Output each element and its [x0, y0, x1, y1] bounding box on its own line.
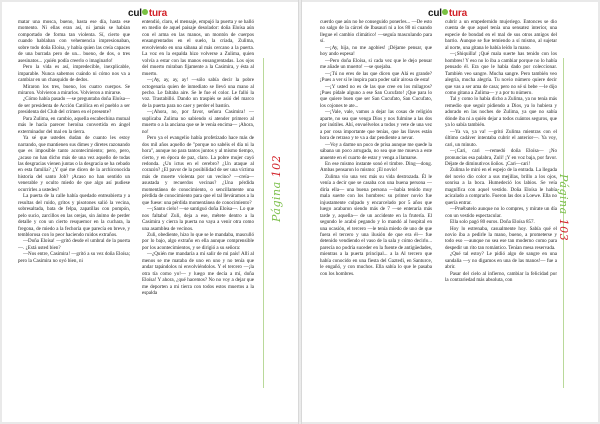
paragraph: Para Zulima, en cambio, aquella escabechina mutual más le hacía parecer heroína convertida en ángel exterminador del mal en la tierra. [18, 115, 130, 135]
paragraph: —Nos entre, Casimira! —gritó a su vez doña Eloísa; pero la Casimira no oyó bien, ni [18, 251, 130, 264]
paragraph: En ese mismo instante sonó el timbre. Ding—dong. Ambas pensaron lo mismo: ¡El novio! [320, 160, 432, 174]
page-side-rule [263, 58, 264, 388]
paragraph: —¡Tú no eres de las que dicen que Alá es grande? ¡Pues a ver si le inspira para poder salir airosa de esta! [320, 70, 432, 84]
paragraph: La puerta de la calle había quedado entreabierta y a resultas del ruido, gritos y pisotones salió la vecina, sobresaltada, bata de felpa, zapatillas con pompón, pelo sucio, zarcillos en las orejas, sin ánimo de perder detalle y con un cierto resquemor en la cuchara, la fregona, de miedo a la fechoría que parecía en breve, y temblorosa con lo peor haciendo ruidos extraños. [18, 193, 130, 238]
paragraph: matar una mosca, bueno, hasta ese día, hasta ese momento. Ni ellas eran así, ni jamás se habían comportado de forma tan violenta. Sí, cierto que cuando hablaban con vehemencia impresionaban, sobre todo doña Eloísa, y había quien las creía capaces de una burrada pero de un... bueno, de dos, o tres asesinatos... ¡quién podía creerlo o imaginarlo! [18, 19, 130, 64]
logo-text-pre: cul [128, 8, 142, 19]
paragraph: —¡Y usted no es de las que cree en los milagros? ¡Pues pídale alguno a ese San Cucufato! ¡Que para lo que quiere buen que ser San Cucufato, San Cucufato, los cojones te ate... [320, 83, 432, 109]
paragraph: —¡Shiquilla! ¡Qué mala suerte has tenido con los hombres! Y eso no lo iba a cambiar porque no lo había pensado él. Era que le había dado por coleccionar. También veo sangre. Mucha sangre. Pero también veo alegría, mucha alegría. Tu novio número quiere decir que vas a ser ama de casa; pero no sé si bebe —le dijo como gitana a Zulima— y a por tu número. [445, 51, 557, 96]
left-column-1 [18, 19, 130, 417]
magazine-logo [128, 8, 167, 19]
magazine-logo [428, 8, 467, 19]
paragraph: —Pruébatelo aunque no lo compres, y mírate un día con un vestido espectacular. [445, 206, 557, 219]
paragraph: —¡Vale, vale, vamos a dejar las cosas de religión aparte, no sea que venga Dios y nos fulmine a las dos por inútiles. Ahí, envuélvelos a todos y vete de una vez a por cosa importante que tenías, que las llaves están hora de retraso y te va a dar pendiente a nevar. [320, 109, 432, 142]
paragraph: Tal y como lo había dicho a Zulima, ya no tenía más remedio que seguir pidiendo a Dios, ya lo hubiera y adorado en las noches de Zulima, ya que no sabía dónde iba ni a quién dejar a todos cuántos seguros, que ya lo sabía también. [445, 96, 557, 129]
page-number: 103 [557, 218, 570, 242]
paragraph: Miraron los tres, bueno, los cuatro cuerpos. Se miraron. Volvieron a mirarlos. Volvieron a mirarse. [18, 83, 130, 96]
paragraph: Pero la vida es así, impredecible, inexplicable, imparable. Nunca sabemos cuándo ni cómo nos va a cambiar en un chasquido de dedos. [18, 64, 130, 84]
paragraph: —¡Ay, ay, ay, ay! —sólo sabía decir la pobre octogenaria quien de inmediato se llevó una mano al pecho. Le faltaba aire. Se le fue el color. Le falló la voz. Trastabilló. Dando un traspiés se asió del marco de la puerta para no caer y perder el bastón. [142, 77, 254, 109]
page-word: Página [557, 174, 570, 215]
paragraph: ¿Cómo había pasado —se preguntaba doña Eloísa— de ser presidenta de Acción Católica en el pueblo a ser presidenta del Club del crimen en el presente? [18, 96, 130, 116]
right-page [302, 2, 598, 422]
paragraph: —¡Ay, hija, no me agobies! ¡Déjame pensar, que hoy ando espesa! [320, 44, 432, 58]
left-column-2 [142, 19, 254, 417]
paragraph: Hoy lo estrenaba, casualmente hoy. Sabía qué el novio iba a pedirle la mano, bueno, a prometerse y todo eso —aunque no sea ese tan moderno como para despedir un rito tan romántico. Tenían mesa reservada. [445, 225, 557, 251]
page-number-label [557, 174, 570, 241]
logo-dot-icon [442, 9, 448, 15]
paragraph: —¿Quién me mandaría a mí salir de mi país! Allí al menos se me mataba de uno en uno y no tenía que andar tapándolos ni envolviéndolos. Y el tercero —¡la otra tía como yo!— y luego me decía a mí, doña Eloísa! Y ahora, ¿qué hacemos? No no voy a dejar que me deporten a mi tierra con todos estos muertos a la espalda [142, 251, 254, 297]
logo-text-pre: cul [428, 8, 442, 19]
page-number: 102 [270, 154, 283, 178]
paragraph: —Ya va, ya va! —gritó Zulima mientras con el último cadáver intentaba cubrir el anterior—. Ya voy, cari, un minuto. [445, 128, 557, 148]
paragraph: Zuli, obediente, hizo lo que se le mandaba, masculló por lo bajo, algo extraño en ella aunque comprensible por los acontecimientos, y se dirigió a su señora: [142, 231, 254, 251]
paragraph: —Pero doña Eloísa, si cada vez que le dejo pensar me añade un muerto! —se quejaba. [320, 57, 432, 71]
paragraph: —¡Cari, cari —remedó doña Eloísa— ¡No pronuncias esa palabra, Zuli! ¡Y en voz baja, por favor. Déjate de diminutivos ñoños. ¡Cari—cari! [445, 148, 557, 167]
paragraph: ¿Qué tal estoy? Le pidió algo de sangre en una sandalia —y no digamos en una de las manos!— fue a abrir. [445, 251, 557, 271]
paragraph: —¡Ahora, no, por favor, señora Casimira! —suplicaba Zulima no sabiendo si atender primero al muerto o a la anciana que se le venía encima— ¡Ahora, no! [142, 109, 254, 135]
logo-text-accent: tura [448, 8, 467, 19]
paragraph: Zulima vio una vez más su vida destrozada. Él le venía a decir que se casaba con una buena persona —diría ella— una buena persona —había tenido muy mala suerte con los hombres: su primer novio fue injustamente culpado y encarcelado por 5 años que luego acabaron siendo más de 7 —se enteraría más tarde y, aquella— de un accidente en la frutería. El segundo le acabó pegando y lo mandó al hospital en una ocasión, el tercero —le tenía miedo de uno de que fuera el tercero y una ilusión de que era él— fue detenido vendiendo el vaso de la sala y cómo decirlo... parecía no podría suceder en la fuente de antigüedades, mientras a la puerta principal... a la Al tercero que había conocido en una fiesta del Gaztedi, en Santurce, le engañó, y con muchos. Ella sabía lo que le pasaba con los hombres. [320, 173, 432, 277]
right-column-1 [320, 19, 432, 417]
paragraph: —Doña Eloísa! —gritó desde el umbral de la puerta—. ¿Está usted bien? [18, 238, 130, 251]
paragraph: —¡Santo cielo! —se santiguó doña Eloísa—. Lo que nos faltaba! Zuli, deja a ese, métete dentro a la Casimira y cierra la puerta no vaya a venir otra como una asamblea de vecinos. [142, 206, 254, 232]
logo-text-accent: tura [148, 8, 167, 19]
page-number-label [270, 155, 283, 222]
paragraph: cubrir a un empedernido mujeriego. Entonces se dio cuenta de que aquel tenía una sensatez interior, una especie de bondad en el mal de sus otros amigos del barrio. Aunque se fue temiendo a sí mismo, al sujetar al norte, una gitana le había leído la mano. [445, 19, 557, 51]
page-word: Página [270, 181, 283, 222]
paragraph: Ya sé que ustedes dudan de cuanto les estoy narrando, que mantienen sus dimes y diretes razonando que es imposible tanto acontecimiento; pero, pero, ¿acaso no han dicho más de una vez aquello de todas las desgracias vienen juntas o la desgracia se ha cebado en esta familia? ¿Y qué me dicen de la archiconocida historia del santo Job? ¡Acaso no han sentido un venerable y oculto miedo de que algo así pudiese ocurrirles a ustedes? [18, 135, 130, 193]
paragraph: —Voy a darme un poco de prisa aunque me quede la sábana un poco arrugada, no sea que me mueva a este anuente en el cuarto de estar y venga a llamarse. [320, 141, 432, 161]
paragraph: cuerdo que aún no he conseguido ponerles... —De esto no salgo de la cárcel de Ibasauri ni a los 80 ni cuando llegue el cambio climático! —seguía masculando para sí. [320, 19, 432, 45]
paragraph: entendió, claro, el mensaje, empujó la puerta y se halló en medio de aquel paisaje desolador: doña Eloísa aún con el arma en las manos, un montón de cuerpos ensangrentados en el suelo, la criada, Zulima, envolviendo en una sábana al más cercano a la puerta. La voz en la espalda hizo volverse a Zulima, quien volvía a estar con las manos ensangrentadas. Los ojos del muerto miraban fijamente a la Casimira, y ésta al muerto. [142, 19, 254, 77]
right-column-2 [445, 19, 557, 417]
paragraph: Pero ya el evangelio había profetizado hace más de dos mil años aquello de "porque no sabéis el día ni la hora", aunque no para tantos juntos y al mismo tiempo, cierto, y en época de paz, claro. La pobre mujer cayó redonda. ¿Un ictus en el cerebro? ¿Un ataque al corazón? ¿El pavor de la posibilidad de ser una víctima más de muerte violenta por un vecino? —creía— asustada y recuerdos vecinas? ¿Una pérdida momentánea de conocimiento, o sencillamente una pérdida de conocimiento para que el tal lleváramos a la que fuese: una pérdida momentánea de conocimiento? [142, 135, 254, 206]
paragraph: Ella solo pagó 80 euros. Doña Eloísa 857. [450, 219, 535, 226]
paragraph: Pasar del cielo al infierno, cambiar la felicidad por la contrariedad más absoluta, con [445, 270, 557, 284]
logo-dot-icon [142, 9, 148, 15]
left-page [2, 2, 298, 422]
paragraph: Zulima le miró en el espejo de la entrada. La llegada del novio dio color a sus mejillas, brillo a los ojos, sonrisa a la boca. Humedeció los labios. Se veía magnífica con aquel vestido. Doña Eloísa le había acicalado a comprarlo. Fueron las dos a Loewe. Ella no quería entrar. [445, 167, 557, 206]
